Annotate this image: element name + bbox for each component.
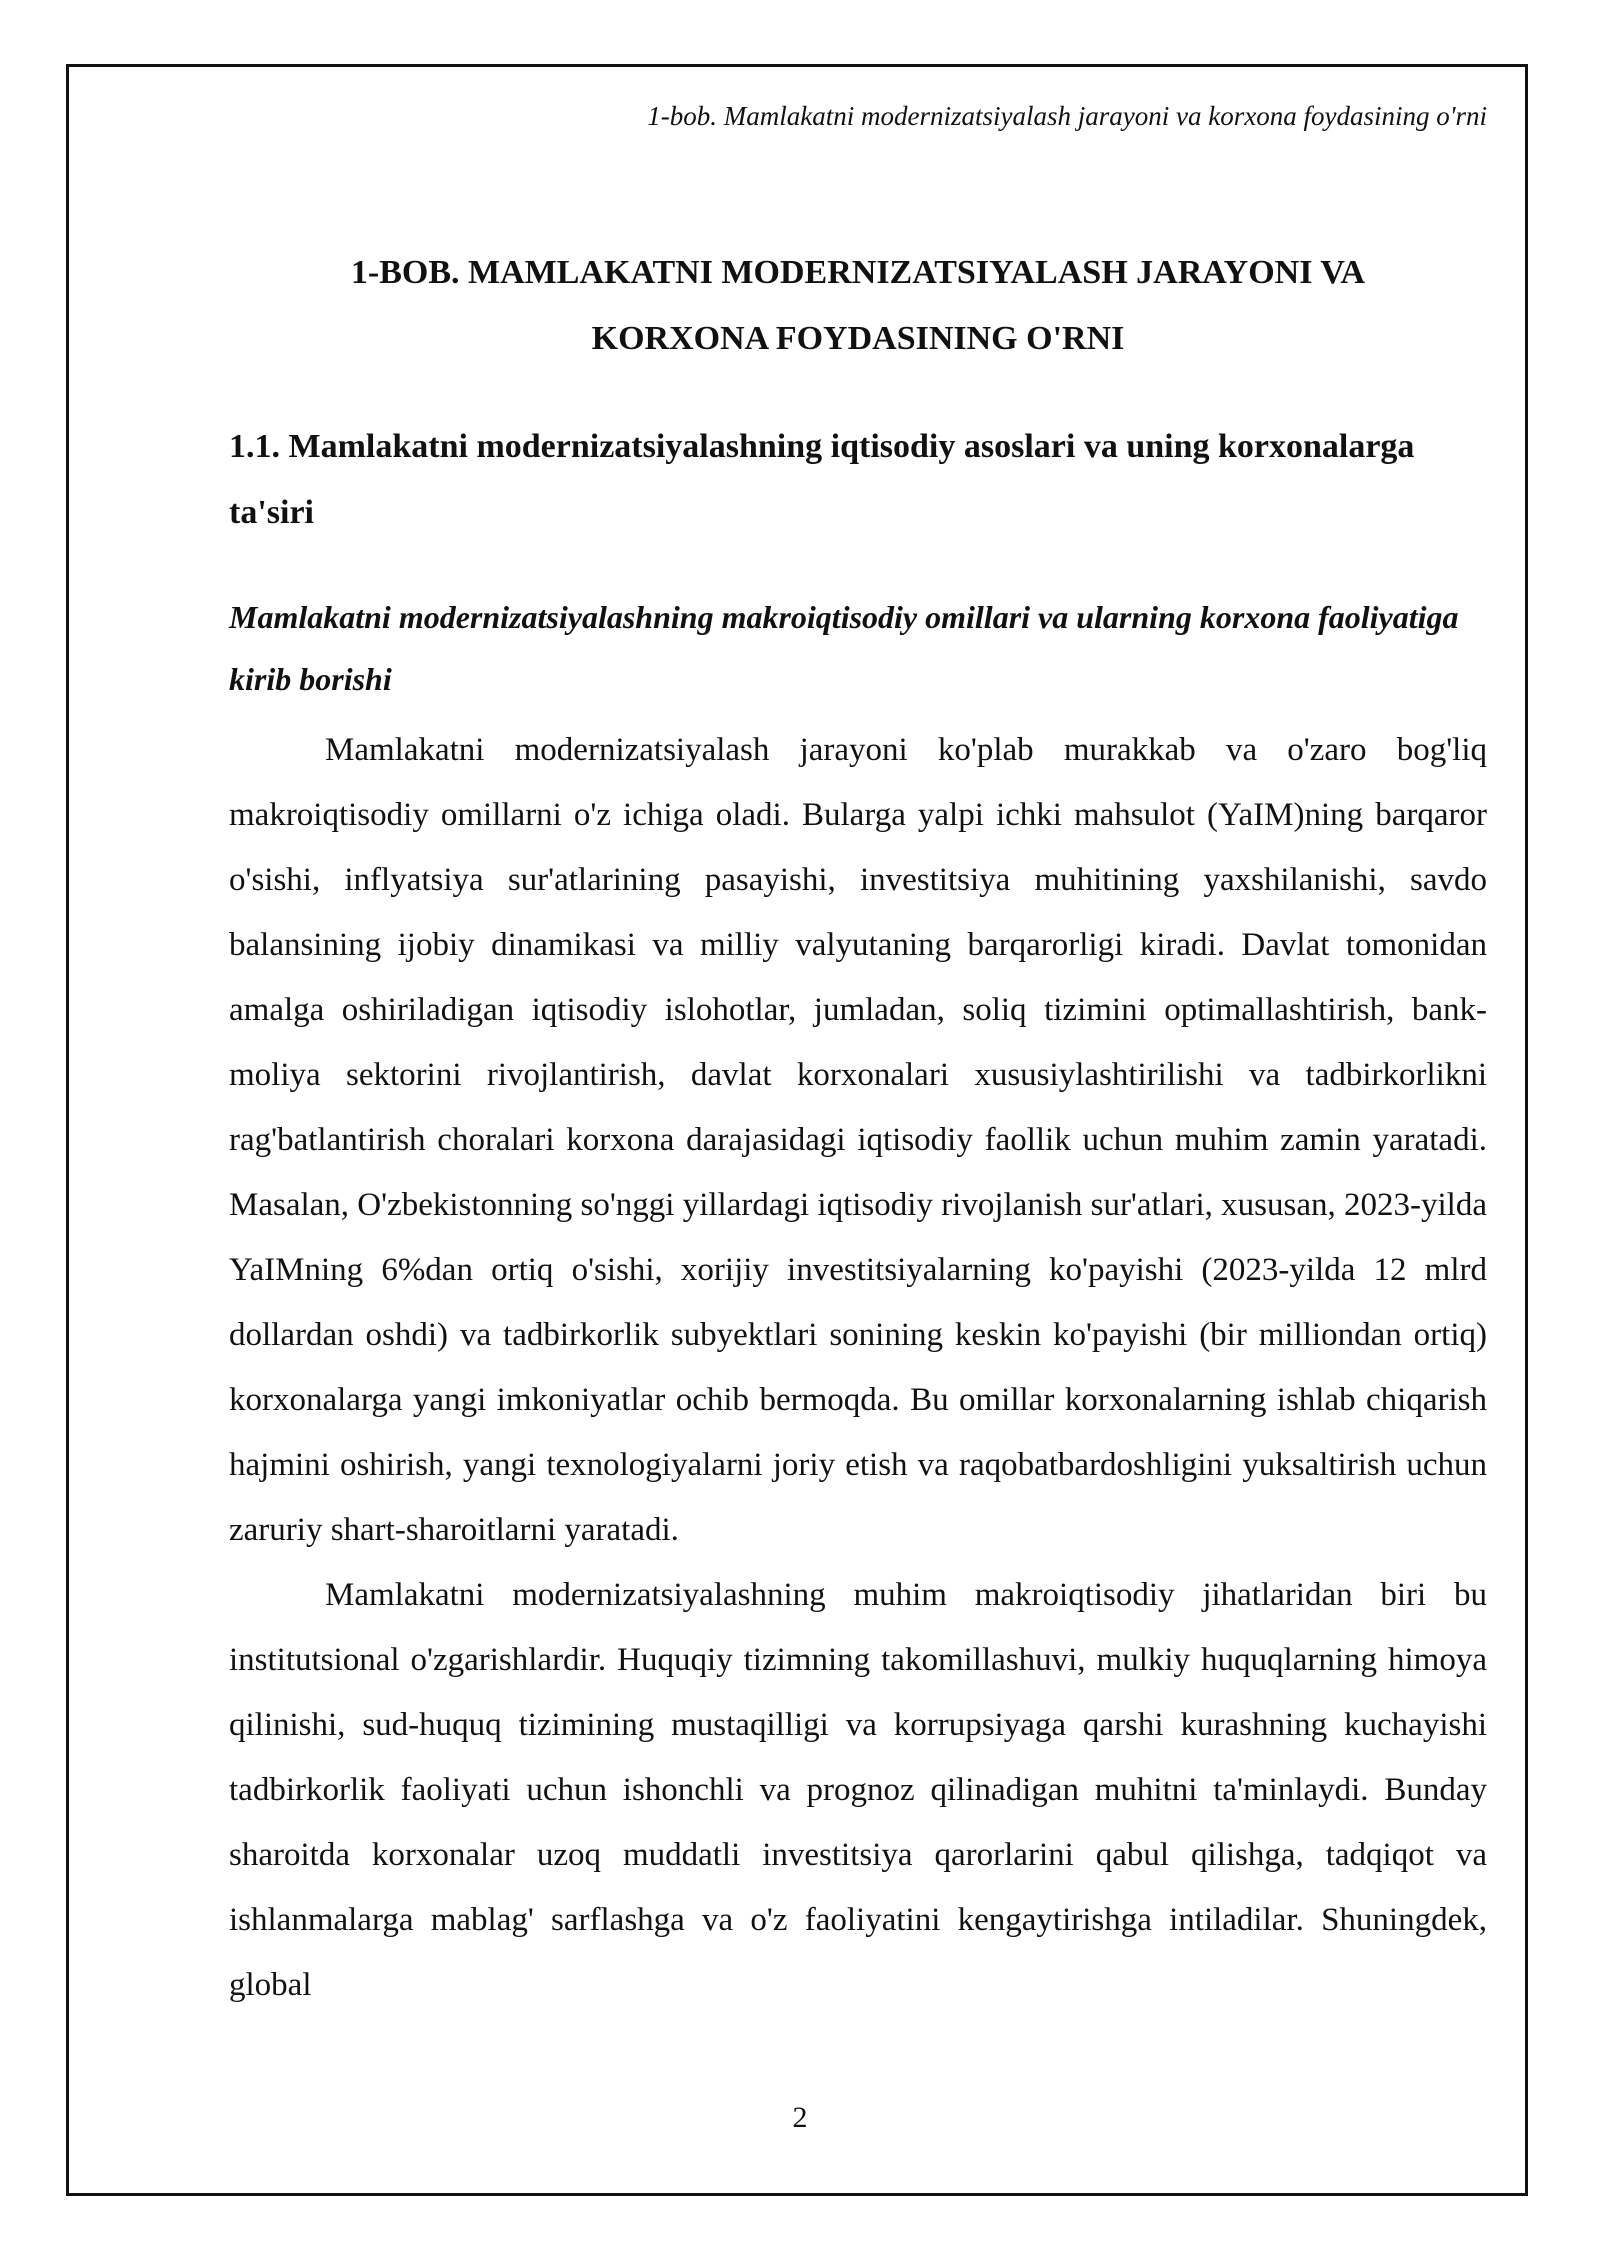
chapter-title [229,240,1487,372]
section-title: 1.1. Mamlakatni modernizatsiyalashning iqtisodiy asoslari va uning korxonalarga ta'siri [229,428,1415,531]
chapter-title-line-1: 1-BOB. MAMLAKATNI MODERNIZATSIYALASH JARAYONI VA [350,254,1366,291]
page-content [229,92,1487,2018]
running-header: 1-bob. Mamlakatni modernizatsiyalash jarayoni va korxona foydasining o'rni [647,101,1487,131]
body-paragraph-1: Mamlakatni modernizatsiyalash jarayoni ko'plab murakkab va o'zaro bog'liq makroiqtisodiy omillarni o'z ichiga oladi. Bularga yalpi ichki mahsulot (YaIM)ning barqaror o'sishi, inflyatsiya sur'atlarining pasayishi, investitsiya muhitining yaxshilanishi, savdo balansining ijobiy dinamikasi va milliy valyutaning barqarorligi kiradi. Davlat tomonidan amalga oshiriladigan iqtisodiy islohotlar, jumladan, soliq tizimini optimallashtirish, bank-moliya sektorini rivojlantirish, davlat korxonalari xususiylashtirilishi va tadbirkorlikni rag'batlantirish choralari korxona darajasidagi iqtisodiy faollik uchun muhim zamin yaratadi. Masalan, O'zbekistonning so'nggi yillardagi iqtisodiy rivojlanish sur'atlari, xususan, 2023-yilda YaIMning 6%dan ortiq o'sishi, xorijiy investitsiyalarning ko'payishi (2023-yilda 12 mlrd dollardan oshdi) va tadbirkorlik subyektlari sonining keskin ko'payishi (bir milliondan ortiq) korxonalarga yangi imkoniyatlar ochib bermoqda. Bu omillar korxonalarning ishlab chiqarish hajmini oshirish, yangi texnologiyalarni joriy etish va raqobatbardoshligini yuksaltirish uchun zaruriy shart-sharoitlarni yaratadi. [229,732,1487,1548]
page-number: 2 [792,2101,808,2134]
chapter-title-line-2: KORXONA FOYDASINING O'RNI [591,320,1125,357]
subsection-title: Mamlakatni modernizatsiyalashning makroiqtisodiy omillari va ularning korxona faoliyatiga kirib borishi [229,599,1459,697]
body-paragraph-2: Mamlakatni modernizatsiyalashning muhim makroiqtisodiy jihatlaridan biri bu institutsional o'zgarishlardir. Huquqiy tizimning takomillashuvi, mulkiy huquqlarning himoya qilinishi, sud-huquq tizimining mustaqilligi va korrupsiyaga qarshi kurashning kuchayishi tadbirkorlik faoliyati uchun ishonchli va prognoz qilinadigan muhitni ta'minlaydi. Bunday sharoitda korxonalar uzoq muddatli investitsiya qarorlarini qabul qilishga, tadqiqot va ishlanmalarga mablag' sarflashga va o'z faoliyatini kengaytirishga intiladilar. Shuningdek, global [229,1577,1487,2003]
